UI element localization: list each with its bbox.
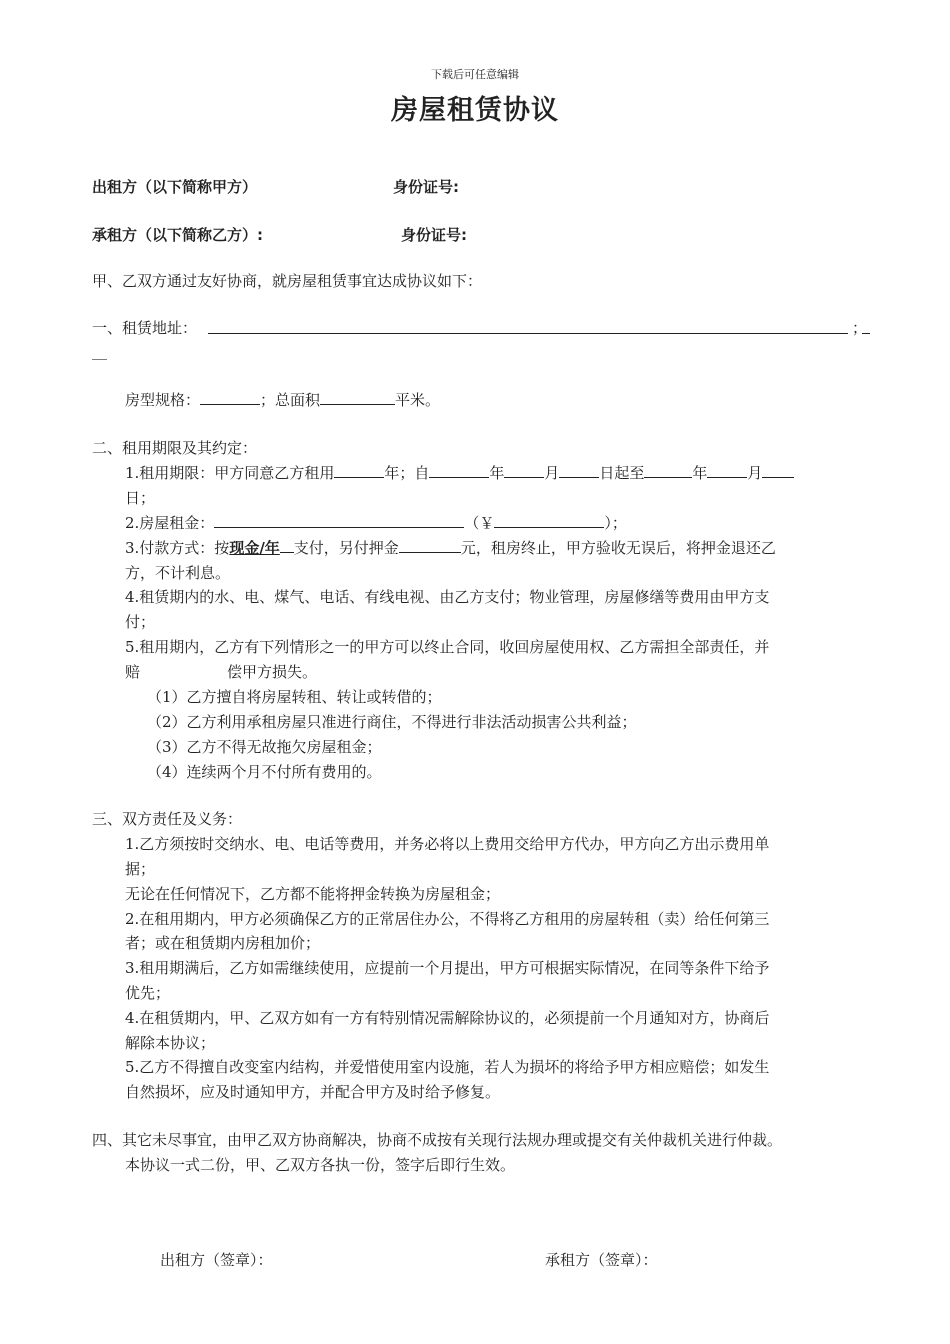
rent-amount-blank [214,513,464,528]
duty-line: 无论在任何情况下，乙方都不能将押金转换为房屋租金； [125,885,501,903]
duty-line: 4.在租赁期内，甲、乙双方如有一方有特别情况需解除协议的，必须提前一个月通知对方，协商后 [125,1009,770,1027]
start-month-label: 月 [544,464,560,482]
start-day-blank [559,463,599,478]
address-end: ； [852,319,868,337]
termination-line2b: 偿甲方损失。 [227,663,318,681]
termination-line1: 5.租用期内，乙方有下列情形之一的甲方可以终止合同，收回房屋使用权、乙方需担全部责任，并 [125,638,770,656]
term-prefix: 1.租用期限：甲方同意乙方租用 [125,464,335,482]
lessee-id-label: 身份证号: [401,226,467,244]
duty-line: 优先； [125,984,171,1002]
lessor-id-label: 身份证号: [393,178,459,196]
area-blank [320,390,395,405]
end-month-label: 月 [747,464,763,482]
payment-method-pad [280,538,294,553]
list-item: （1）乙方擅自将房屋转租、转让或转借的； [147,688,442,706]
end-year-blank [644,463,692,478]
start-year-blank [429,463,489,478]
end-year-label: 年 [692,464,708,482]
payment-prefix: 3.付款方式：按 [125,539,230,557]
list-item: （4）连续两个月不付所有费用的。 [147,763,382,781]
term-row [125,462,794,483]
utilities-line2: 付； [125,613,156,631]
address-trail-line [862,333,870,334]
start-year-label: 年 [489,464,505,482]
term-year-unit: 年；自 [384,464,430,482]
duty-line: 自然损坏，应及时通知甲方，并配合甲方及时给予修复。 [125,1083,501,1101]
section4-line2: 本协议一式二份，甲、乙双方各执一份，签字后即行生效。 [125,1156,516,1174]
duty-line: 1.乙方须按时交纳水、电、电话等费用，并务必将以上费用交给甲方代办，甲方向乙方出示费用单 [125,835,770,853]
area-label: ；总面积 [260,391,321,409]
address-label: 一、租赁地址： [92,319,198,337]
area-unit: 平米。 [395,391,441,409]
section3-heading: 三、双方责任及义务： [92,810,243,828]
payment-row [125,537,776,558]
rent-label: 2.房屋租金： [125,514,215,532]
rent-number-blank [494,513,604,528]
duty-line: 2.在租用期内，甲方必须确保乙方的正常居住办公，不得将乙方租用的房屋转租（卖）给任何第三 [125,910,770,928]
list-item: （3）乙方不得无故拖欠房屋租金； [147,738,382,756]
end-day-blank [762,463,794,478]
list-item: （2）乙方利用承租房屋只准进行商住，不得进行非法活动损害公共利益； [147,713,637,731]
duty-line: 据； [125,860,156,878]
end-month-blank [707,463,747,478]
term-years-blank [334,463,384,478]
start-day-label: 日起至 [599,464,645,482]
rent-close: ）； [604,514,627,532]
payment-line2: 方，不计利息。 [125,564,231,582]
rent-yen-open: （￥ [464,514,495,532]
intro-text: 甲、乙双方通过友好协商，就房屋租赁事宜达成协议如下： [92,272,483,290]
lessee-label: 承租方（以下简称乙方）: [92,226,263,244]
duty-line: 3.租用期满后，乙方如需继续使用，应提前一个月提出，甲方可根据实际情况，在同等条件下给予 [125,959,770,977]
room-type-blank [200,390,260,405]
term-tail: 日； [125,489,156,507]
address-blank [208,333,848,334]
lessee-signature-label: 承租方（签章）： [545,1251,658,1269]
duty-line: 5.乙方不得擅自改变室内结构，并爱惜使用室内设施，若人为损坏的将给予甲方相应赔偿；如发生 [125,1058,770,1076]
rent-row [125,512,627,533]
termination-line2a: 赔 [125,663,141,681]
lessor-signature-label: 出租方（签章）： [160,1251,273,1269]
duty-line: 者；或在租赁期内房租加价； [125,934,321,952]
document-title: 房屋租赁协议 [391,95,559,126]
utilities-line1: 4.租赁期内的水、电、煤气、电话、有线电视、由乙方支付；物业管理，房屋修缮等费用由甲方支 [125,588,770,606]
start-month-blank [504,463,544,478]
room-type-row [125,389,440,410]
address-continuation: __ [92,342,107,360]
room-type-label: 房型规格： [125,391,201,409]
deposit-blank [399,538,461,553]
section4-line1: 四、其它未尽事宜，由甲乙双方协商解决，协商不成按有关现行法规办理或提交有关仲裁机关进行仲裁。 [92,1131,783,1149]
payment-suffix: 元，租房终止，甲方验收无误后，将押金退还乙 [460,539,776,557]
header-note: 下载后可任意编辑 [431,68,519,81]
section2-heading: 二、租用期限及其约定： [92,439,258,457]
payment-mid: 支付，另付押金 [293,539,399,557]
lessor-label: 出租方（以下简称甲方） [92,178,258,196]
payment-method: 现金/年 [229,539,280,557]
duty-line: 解除本协议； [125,1034,216,1052]
